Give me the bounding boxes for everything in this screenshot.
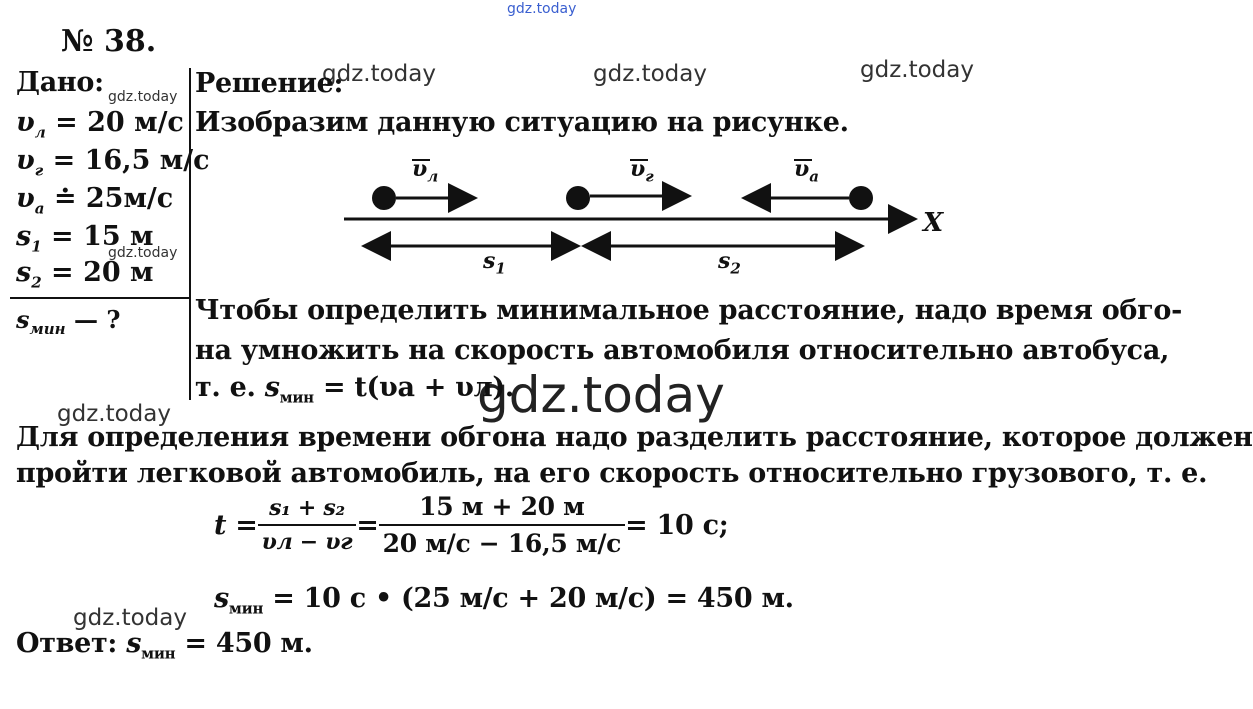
watermark-top: gdz.today: [507, 1, 577, 17]
formula-time: t = $\frac{\text{s₁ + s₂}}{\upsilon л - \upsilon г}$ = $\frac{15 м + 20 м}{20 м/с - 16,5 м/с}$ = 10 с;: [214, 492, 729, 558]
given-item-s2: $s_2 = 20$ м: [16, 257, 154, 292]
answer-line: Ответ: $s_{мин} = 450$ м.: [16, 628, 313, 663]
watermark-given-1: gdz.today: [108, 89, 178, 105]
watermark-solution-1: gdz.today: [322, 61, 436, 87]
watermark-solution-3: gdz.today: [860, 57, 974, 83]
para1-line1: Чтобы определить минимальное расстояние, надо время обго-: [195, 295, 1182, 326]
solution-intro: Изобразим данную ситуацию на рисунке.: [195, 107, 849, 138]
para1-line2: на умножить на скорость автомобиля относительно автобуса,: [195, 335, 1170, 366]
given-divider: [10, 297, 190, 299]
s1-label: $s_1$: [483, 248, 506, 278]
x-axis-label: X: [923, 208, 944, 238]
formula-smin: $s_{мин} = 10$ с • (25 м/с + 20 м/с) = 450 м.: [214, 583, 794, 618]
given-item-v-a: $\upsilon_а$ ≐ 25м/с: [16, 183, 174, 218]
para2-line2: пройти легковой автомобиль, на его скорость относительно грузового, т. е.: [16, 458, 1208, 489]
v-l-label: $\upsilon_л$: [412, 156, 439, 186]
s2-label: $s_2$: [718, 248, 741, 278]
v-g-label: $\upsilon_г$: [630, 156, 654, 186]
given-item-v-g: $\upsilon_г = 16,5$ м/с: [16, 145, 210, 180]
given-unknown: $s_{мин}$ — ?: [16, 305, 121, 338]
watermark-answer: gdz.today: [73, 605, 187, 631]
v-a-label: $\upsilon_а$: [794, 156, 819, 186]
problem-number: № 38.: [61, 24, 157, 59]
para1-line3: т. е. $s_{мин} = t(\upsilon а + \upsilon л)$.: [195, 372, 514, 407]
given-item-s1: $s_1 = 15$ м: [16, 221, 154, 256]
para2-line1: Для определения времени обгона надо разделить расстояние, которое должен: [16, 422, 1253, 453]
fraction-numeric: $\frac{15 м + 20 м}{20 м/с - 16,5 м/с}$: [379, 492, 625, 558]
watermark-left-mid: gdz.today: [57, 401, 171, 427]
given-item-v-l: $\upsilon_л = 20$ м/с: [16, 107, 184, 142]
bus-dot: [849, 186, 873, 210]
watermark-big: gdz.today: [477, 366, 725, 424]
car-dot: [372, 186, 396, 210]
truck-dot: [566, 186, 590, 210]
fraction-symbolic: $\frac{\text{s₁ + s₂}}{\upsilon л - \upsilon г}$: [258, 495, 357, 555]
watermark-given-2: gdz.today: [108, 245, 178, 261]
solution-title: Решение:: [195, 68, 344, 99]
given-title: Дано:: [16, 67, 104, 98]
watermark-solution-2: gdz.today: [593, 61, 707, 87]
given-vertical-rule: [189, 68, 191, 400]
